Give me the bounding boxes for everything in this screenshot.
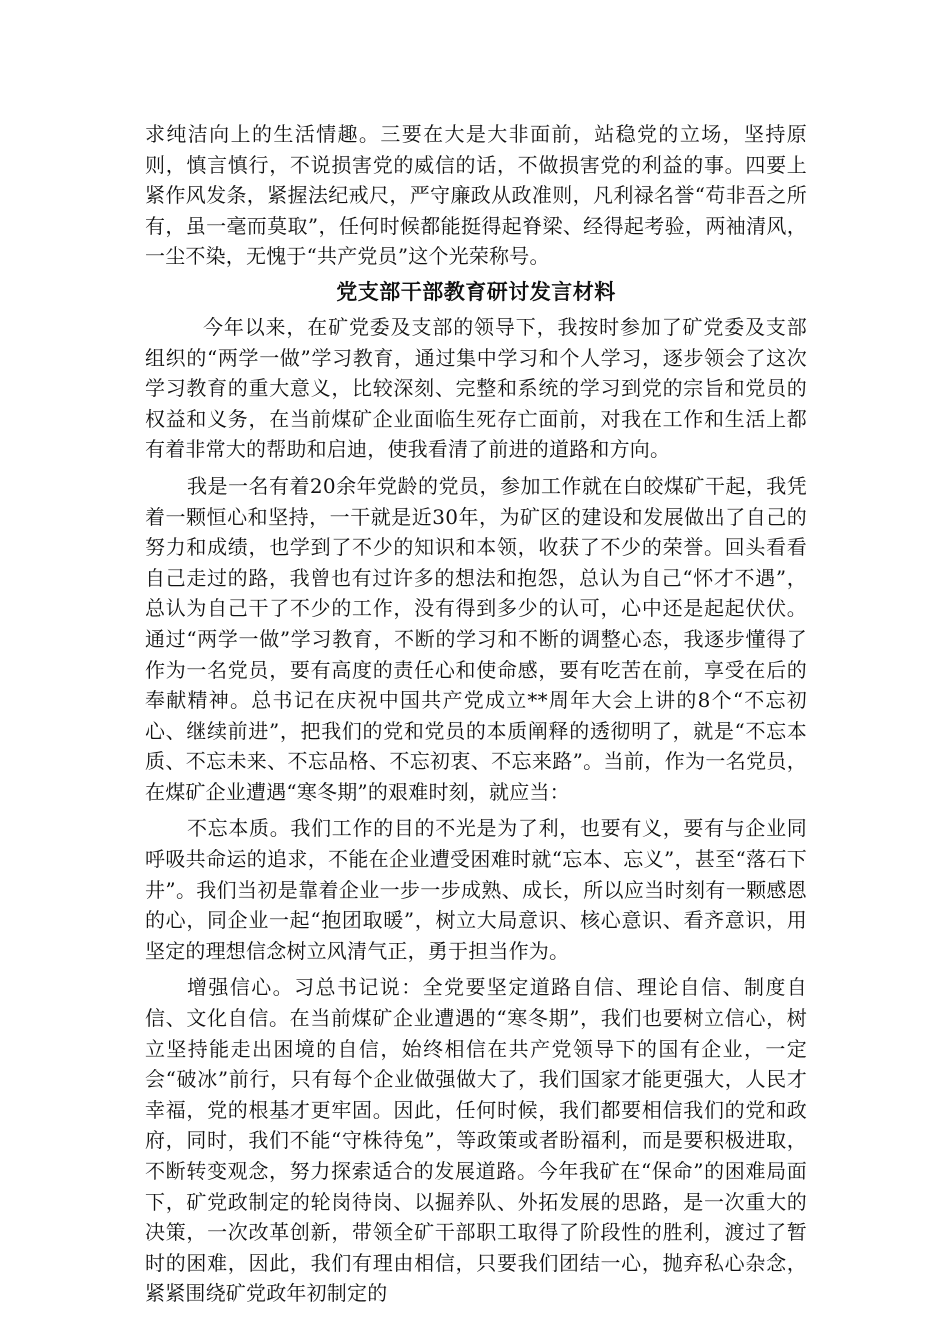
document-title: 党支部干部教育研讨发言材料 xyxy=(336,278,616,304)
paragraph-background: 我是一名有着20余年党龄的党员，参加工作就在白皎煤矿干起，我凭着一颗恒心和坚持，一干就是近30年，为矿区的建设和发展做出了自己的努力和成绩，也学到了不少的知识和本领，收获了不少的荣誉。回头看看自己走过的路，我曾也有过许多的想法和抱怨，总认为自己“怀才不遇”，总认为自己干了不少的工作，没有得到多少的认可，心中还是起起伏伏。通过“两学一做”学习教育，不断的学习和不断的调整心态，我逐步懂得了作为一名党员，要有高度的责任心和使命感，要有吃苦在前，享受在后的奉献精神。总书记在庆祝中国共产党成立**周年大会上讲的8个“不忘初心、继续前进”，把我们的党和党员的本质阐释的透彻明了，就是“不忘本质、不忘未来、不忘品格、不忘初衷、不忘来路”。当前，作为一名党员，在煤矿企业遭遇“寒冬期”的艰难时刻，就应当： xyxy=(145,473,807,804)
paragraph-intro: 今年以来，在矿党委及支部的领导下，我按时参加了矿党委及支部组织的“两学一做”学习教育，通过集中学习和个人学习，逐步领会了这次学习教育的重大意义，比较深刻、完整和系统的学习到党的宗旨和党员的权益和义务，在当前煤矿企业面临生死存亡面前，对我在工作和生活上都有着非常大的帮助和启迪，使我看清了前进的道路和方向。 xyxy=(145,314,807,462)
paragraph-confidence: 增强信心。习总书记说：全党要坚定道路自信、理论自信、制度自信、文化自信。在当前煤矿企业遭遇的“寒冬期”，我们也要树立信心，树立坚持能走出困境的自信，始终相信在共产党领导下的国有企业，一定会“破冰”前行，只有每个企业做强做大了，我们国家才能更强大，人民才幸福，党的根基才更牢固。因此，任何时候，我们都要相信我们的党和政府，同时，我们不能“守株待兔”，等政策或者盼福利，而是要积极进取，不断转变观念，努力探索适合的发展道路。今年我矿在“保命”的困难局面下，矿党政制定的轮岗待岗、以掘养队、外拓发展的思路，是一次重大的决策，一次改革创新，带领全矿干部职工取得了阶段性的胜利，渡过了暂时的困难，因此，我们有理由相信，只要我们团结一心，抛弃私心杂念，紧紧围绕矿党政年初制定的 xyxy=(145,975,807,1306)
document-page xyxy=(145,119,807,1309)
continued-paragraph: 求纯洁向上的生活情趣。三要在大是大非面前，站稳党的立场，坚持原则，慎言慎行，不说损害党的威信的话，不做损害党的利益的事。四要上紧作风发条，紧握法纪戒尺，严守廉政从政准则，凡利禄名誉“苟非吾之所有，虽一毫而莫取”，任何时候都能挺得起脊梁、经得起考验，两袖清风，一尘不染，无愧于“共产党员”这个光荣称号。 xyxy=(145,122,807,269)
paragraph-essence: 不忘本质。我们工作的目的不光是为了利，也要有义，要有与企业同呼吸共命运的追求，不能在企业遭受困难时就“忘本、忘义”，甚至“落石下井”。我们当初是靠着企业一步一步成熟、成长，所以应当时刻有一颗感恩的心，同企业一起“抱团取暖”，树立大局意识、核心意识、看齐意识，用坚定的理想信念树立风清气正，勇于担当作为。 xyxy=(145,816,807,963)
